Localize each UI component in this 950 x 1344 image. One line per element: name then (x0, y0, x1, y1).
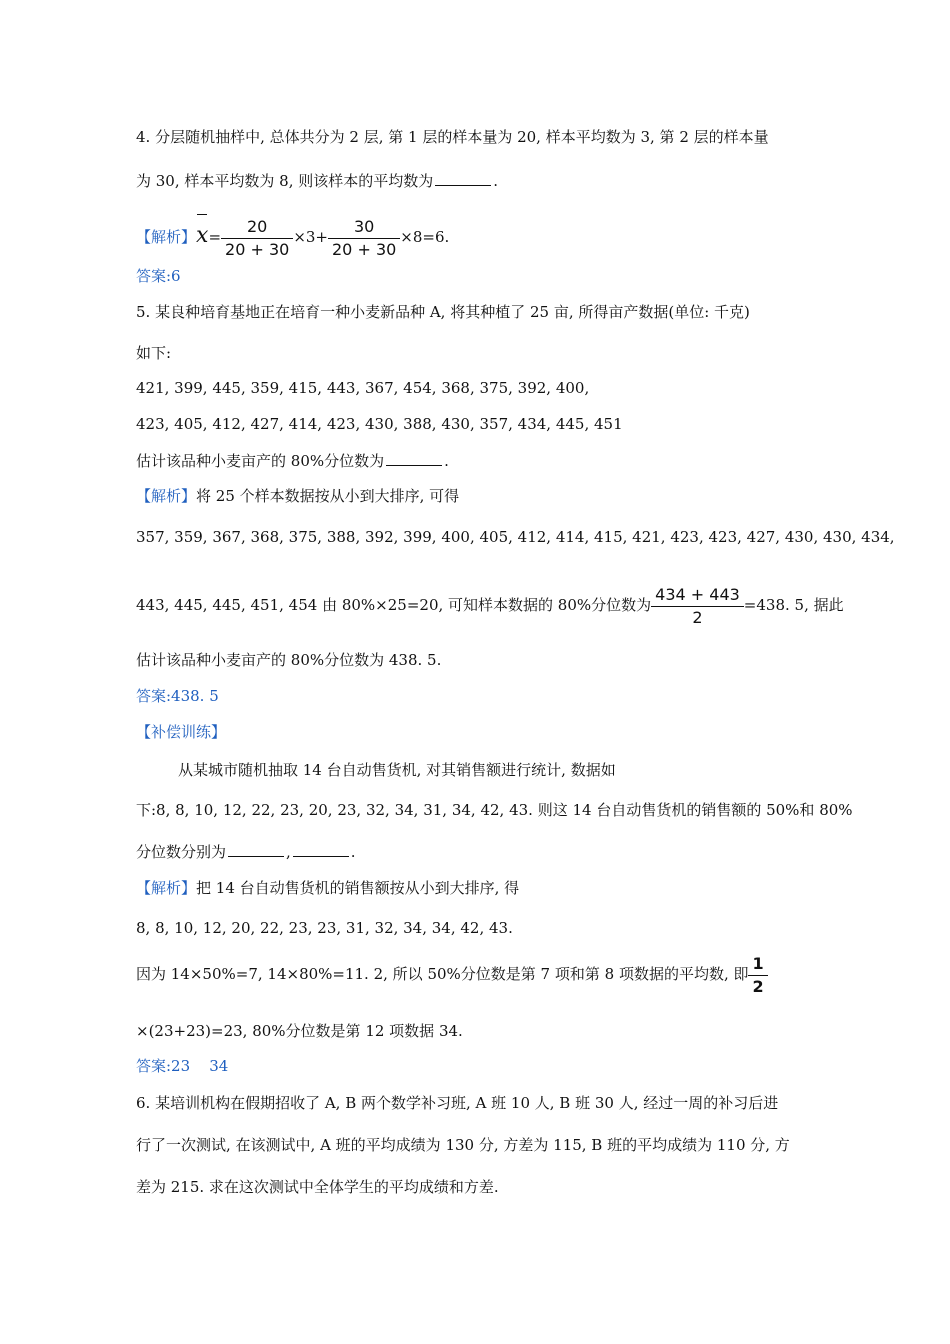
q4-fraction-2 (328, 216, 400, 261)
q4-analysis (136, 214, 449, 261)
q5-line3-end: . (444, 452, 449, 470)
q5-frac-den: 2 (692, 607, 703, 627)
q4-fraction-1 (221, 216, 293, 261)
supp-blank-1 (228, 844, 284, 857)
supp-line3 (136, 842, 356, 862)
supp-half-fraction (748, 953, 767, 998)
q6-line1: 6. 某培训机构在假期招收了 A, B 两个数学补习班, A 班 10 人, B 班 30 人, 经过一周的补习后进 (136, 1094, 779, 1112)
q5-sorted2-post: =438. 5, 据此 (743, 596, 844, 614)
q4-frac2-num: 30 (328, 216, 400, 239)
supp-because (136, 948, 768, 1000)
q4-mean-symbol: x (196, 214, 208, 258)
q5-sorted1: 357, 359, 367, 368, 375, 388, 392, 399, 400, 405, 412, 414, 415, 421, 423, 423, 427, 430, 430, 434, (136, 528, 895, 546)
q5-line1: 5. 某良种培育基地正在培育一种小麦新品种 A, 将其种植了 25 亩, 所得亩产数据(单位: 千克) (136, 303, 750, 321)
q5-data2: 423, 405, 412, 427, 414, 423, 430, 388, 430, 357, 434, 445, 451 (136, 415, 623, 433)
q4-answer: 答案:6 (136, 267, 181, 285)
q4-times3: ×3+ (293, 228, 328, 246)
q4-frac2-den: 20 + 30 (332, 239, 397, 259)
supp-analysis-text: 把 14 台自动售货机的销售额按从小到大排序, 得 (196, 879, 520, 897)
supp-answer: 答案:23 34 (136, 1057, 229, 1075)
q4-frac1-num: 20 (221, 216, 293, 239)
q4-line2 (136, 171, 498, 191)
q4-eq: = (208, 228, 222, 246)
q5-data1: 421, 399, 445, 359, 415, 443, 367, 454, 368, 375, 392, 400, (136, 379, 590, 397)
supp-because-text: 因为 14×50%=7, 14×80%=11. 2, 所以 50%分位数是第 7 项和第 8 项数据的平均数, 即 (136, 965, 749, 983)
q5-answer: 答案:438. 5 (136, 687, 219, 705)
q4-analysis-tag: 【解析】 (136, 228, 197, 246)
q5-fraction (651, 584, 744, 629)
q4-line2-text: 为 30, 样本平均数为 8, 则该样本的平均数为 (136, 172, 434, 190)
q5-answer-blank (386, 453, 442, 466)
q5-frac-num: 434 + 443 (651, 584, 744, 607)
supp-blank-2 (293, 844, 349, 857)
q5-line2: 如下: (136, 344, 172, 362)
q4-frac1-den: 20 + 30 (225, 239, 290, 259)
supp-sep: , (286, 843, 291, 861)
q5-line3-text: 估计该品种小麦亩产的 80%分位数为 (136, 452, 385, 470)
q4-line1: 4. 分层随机抽样中, 总体共分为 2 层, 第 1 层的样本量为 20, 样本平均数为 3, 第 2 层的样本量 (136, 128, 769, 146)
q4-answer-blank (435, 173, 491, 186)
supp-half-num: 1 (748, 953, 767, 976)
supp-line3-text: 分位数分别为 (136, 843, 227, 861)
q5-sorted2 (136, 580, 844, 630)
supp-tag: 【补偿训练】 (136, 723, 227, 741)
supp-line2: 下:8, 8, 10, 12, 22, 23, 20, 23, 32, 34, 31, 34, 42, 43. 则这 14 台自动售货机的销售额的 50%和 80% (136, 801, 853, 819)
q5-line3 (136, 451, 449, 471)
q5-analysis (136, 486, 459, 506)
q4-line2-end: . (493, 172, 499, 190)
supp-line1: 从某城市随机抽取 14 台自动售货机, 对其销售额进行统计, 数据如 (178, 761, 616, 779)
supp-analysis (136, 878, 519, 898)
q5-analysis-text: 将 25 个样本数据按从小到大排序, 可得 (196, 487, 460, 505)
q6-line2: 行了一次测试, 在该测试中, A 班的平均成绩为 130 分, 方差为 115, B 班的平均成绩为 110 分, 方 (136, 1136, 790, 1154)
q5-analysis-tag: 【解析】 (136, 487, 197, 505)
supp-analysis-tag: 【解析】 (136, 879, 197, 897)
q6-line3: 差为 215. 求在这次测试中全体学生的平均成绩和方差. (136, 1178, 499, 1196)
supp-line3-end: . (350, 843, 356, 861)
supp-calc: ×(23+23)=23, 80%分位数是第 12 项数据 34. (136, 1022, 463, 1040)
supp-sorted: 8, 8, 10, 12, 20, 22, 23, 23, 31, 32, 34, 34, 42, 43. (136, 919, 513, 937)
q5-sorted2-pre: 443, 445, 445, 451, 454 由 80%×25=20, 可知样本数据的 80%分位数为 (136, 596, 652, 614)
supp-half-den: 2 (752, 976, 764, 996)
q4-times8: ×8=6. (400, 228, 450, 246)
q5-conclusion: 估计该品种小麦亩产的 80%分位数为 438. 5. (136, 651, 442, 669)
